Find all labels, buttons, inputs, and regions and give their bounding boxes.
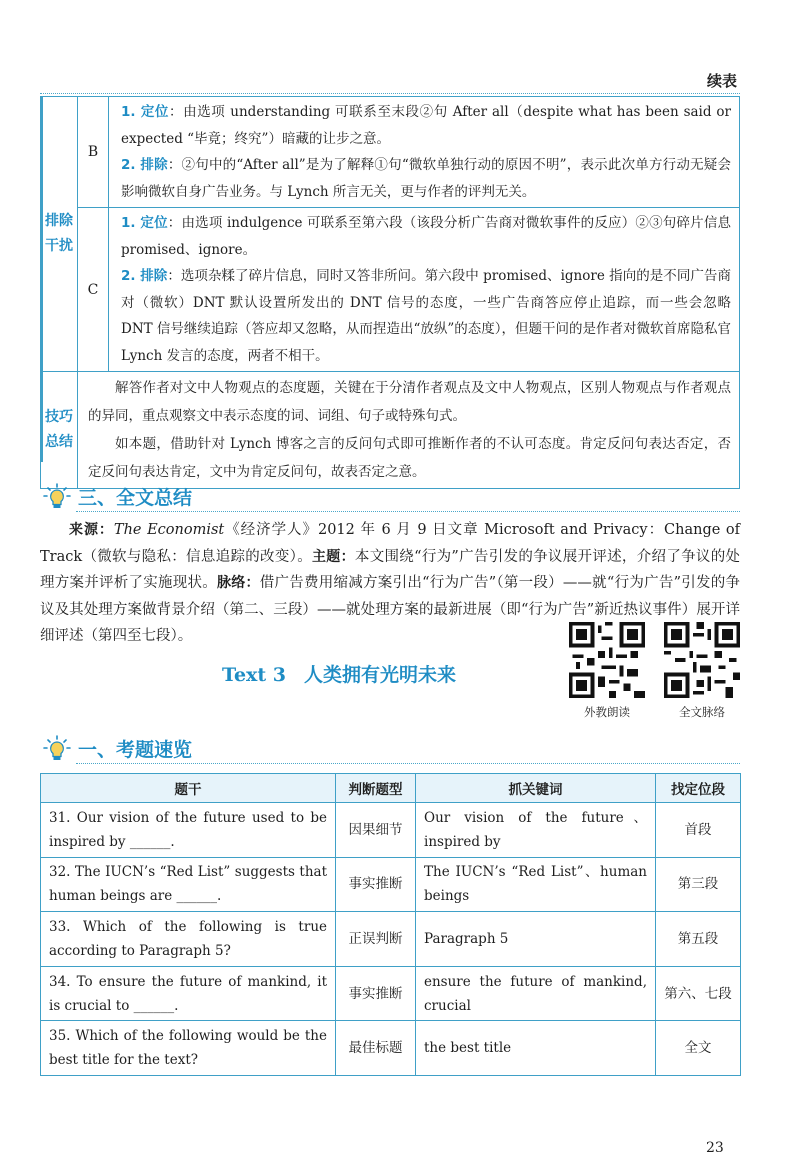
table-row <box>41 966 741 1021</box>
source-italic: The Economist <box>113 522 225 538</box>
col-header-stem: 题干 <box>41 774 336 803</box>
section3-heading <box>40 482 740 512</box>
question-paragraph: 第五段 <box>656 912 741 967</box>
question-type: 因果细节 <box>336 803 416 858</box>
tips-paragraph-1: 解答作者对文中人物观点的态度题，关键在于分清作者观点及文中人物观点，区别人物观点与作者观点的异同，重点观察文中表示态度的词、词组、句子或特殊句式。 <box>88 380 731 424</box>
option-b-letter: B <box>78 97 109 208</box>
question-stem: 35. Which of the following would be the best title for the text? <box>41 1021 336 1076</box>
section1-heading <box>40 734 740 764</box>
section3-rule <box>76 511 740 512</box>
c-locate-text: ：由选项 indulgence 可联系至第六段（该段分析广告商对微软事件的反应）②③句碎片信息 promised、ignore。 <box>121 215 731 258</box>
question-keywords: Our vision of the future、inspired by <box>416 803 656 858</box>
lightbulb-icon <box>40 482 74 512</box>
question-stem: 33. Which of the following is true according to Paragraph 5? <box>41 912 336 967</box>
question-keywords: ensure the future of mankind, crucial <box>416 966 656 1021</box>
question-paragraph: 全文 <box>656 1021 741 1076</box>
questions-table <box>40 773 741 1076</box>
lightbulb-icon <box>40 734 74 764</box>
table-header-row <box>41 774 741 803</box>
table-side-bar <box>40 96 43 462</box>
question-keywords: the best title <box>416 1021 656 1076</box>
question-keywords: The IUCN’s “Red List”、human beings <box>416 857 656 912</box>
question-paragraph: 首段 <box>656 803 741 858</box>
question-keywords: Paragraph 5 <box>416 912 656 967</box>
c-locate-label: 1. 定位 <box>121 215 168 231</box>
text3-title <box>222 660 456 687</box>
question-type: 正误判断 <box>336 912 416 967</box>
page-number: 23 <box>706 1140 724 1156</box>
option-b-row <box>41 97 740 208</box>
table-row <box>41 912 741 967</box>
option-c-row <box>41 208 740 372</box>
question-type: 最佳标题 <box>336 1021 416 1076</box>
section3-title: 三、全文总结 <box>78 487 193 509</box>
b-exclude-label: 2. 排除 <box>121 157 168 173</box>
col-header-type: 判断题型 <box>336 774 416 803</box>
option-c-letter: C <box>78 208 109 372</box>
text3-label: Text 3 <box>222 664 286 686</box>
continued-label: 续表 <box>707 72 738 90</box>
question-paragraph: 第六、七段 <box>656 966 741 1021</box>
question-stem: 31. Our vision of the future used to be inspired by ______. <box>41 803 336 858</box>
table-row <box>41 803 741 858</box>
section1-title: 一、考题速览 <box>78 739 193 761</box>
vein-label: 脉络： <box>217 575 260 591</box>
question-stem: 34. To ensure the future of mankind, it is crucial to ______. <box>41 966 336 1021</box>
b-locate-label: 1. 定位 <box>121 104 170 120</box>
b-locate-text: ：由选项 understanding 可联系至末段②句 After all（despite what has been said or expected “毕竟；终究”）暗藏的让步之意。 <box>121 104 731 147</box>
table-row <box>41 1021 741 1076</box>
col-header-paragraph: 找定位段 <box>656 774 741 803</box>
question-stem: 32. The IUCN’s “Red List” suggests that human beings are ______. <box>41 857 336 912</box>
tips-summary <box>78 372 740 489</box>
tips-paragraph-2: 如本题，借助针对 Lynch 博客之言的反问句式即可推断作者的不认可态度。肯定反问句表达否定，否定反问句表达肯定，文中为肯定反问句，故表否定之意。 <box>88 436 731 480</box>
qr-code-icon[interactable] <box>569 622 645 698</box>
header-rule <box>40 93 740 94</box>
option-c-analysis <box>109 208 740 372</box>
col-header-keywords: 抓关键词 <box>416 774 656 803</box>
qr-right-label: 全文脉络 <box>679 705 725 719</box>
question-paragraph: 第三段 <box>656 857 741 912</box>
qr-left-label: 外教朗读 <box>584 705 630 719</box>
theme-text: 本文围绕“行为”广告引发的争议展开评述，介绍了争议的处理方案并评析了实施现状。 <box>40 548 741 591</box>
section-tips-text: 技巧总结 <box>45 409 73 450</box>
table-row <box>41 857 741 912</box>
section-tips-label <box>41 372 78 489</box>
qr-code-icon[interactable] <box>664 622 740 698</box>
c-exclude-label: 2. 排除 <box>121 268 168 284</box>
tips-row <box>41 372 740 489</box>
question-type: 事实推断 <box>336 857 416 912</box>
source-label: 来源： <box>69 522 114 538</box>
section-exclude-label <box>41 97 78 372</box>
text3-chinese-title: 人类拥有光明未来 <box>304 664 457 686</box>
question-type: 事实推断 <box>336 966 416 1021</box>
b-exclude-text: ：②句中的“After all”是为了解释①句“微软单独行动的原因不明”，表示此次单方行动无疑会影响微软自身广告业务。与 Lynch 所言无关，更与作者的评判无关。 <box>121 157 731 200</box>
c-exclude-text: ：选项杂糅了碎片信息，同时又答非所问。第六段中 promised、ignore 指向的是不同广告商对（微软）DNT 默认设置所发出的 DNT 信号的态度，一些广告商答应停止追踪，而一些会忽略 DNT 信号继续追踪（答应却又忽略，从而捏造出“放纵”的态度），但题干问的是作者对微软首席隐私官 Lynch 发言的态度，两者不相干。 <box>121 268 731 364</box>
vein-text: 借广告费用缩减方案引出“行为广告”（第一段）——就“行为广告”引发的争议及其处理方案做背景介绍（第二、三段）——就处理方案的最新进展（即“行为广告”新近热议事件）展开详细评述（第四至七段）。 <box>40 575 741 644</box>
source-text: 《经济学人》2012 年 6 月 9 日文章 Microsoft and Privacy：Change of Track（微软与隐私：信息追踪的改变）。 <box>40 522 741 565</box>
section-exclude-text: 排除干扰 <box>45 213 73 254</box>
option-b-analysis <box>109 97 740 208</box>
theme-label: 主题： <box>312 548 355 565</box>
analysis-table <box>40 96 740 489</box>
section1-rule <box>76 763 740 764</box>
